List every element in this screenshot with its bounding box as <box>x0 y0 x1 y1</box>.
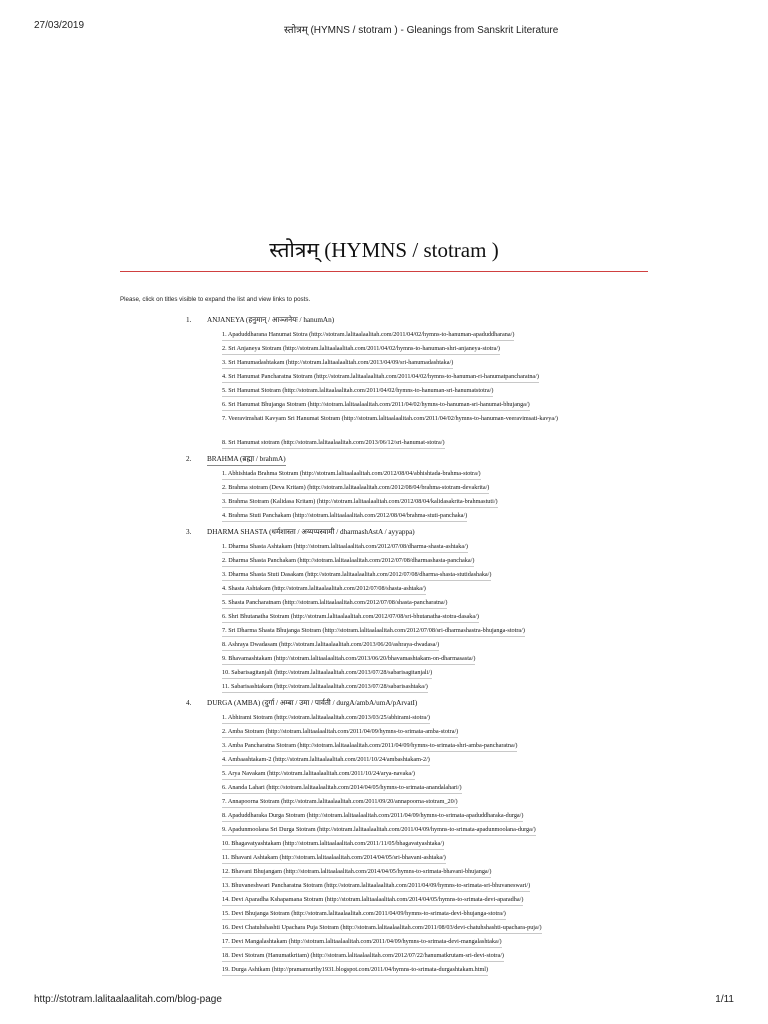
hymn-link[interactable]: 4. Brahma Stuti Panchakam (http://stotram.lalitaalaalitah.com/2012/08/04/brahma-stuti-panchaka/) <box>222 510 467 522</box>
list-item <box>0 740 768 754</box>
section-heading[interactable] <box>0 526 768 538</box>
list-item <box>0 712 768 726</box>
section-number: 1. <box>186 316 192 324</box>
hymn-link[interactable]: 9. Bhavamashtakam (http://stotram.lalitaalaalitah.com/2013/06/20/bhavamashtakam-on-dharmasasta/) <box>222 653 475 665</box>
list-item <box>0 936 768 950</box>
list-item <box>0 852 768 866</box>
hymn-link[interactable]: 3. Brahma Stotram (Kalidasa Kritam) (http://stotram.lalitaalaalitah.com/2012/08/04/kalidasakrita-brahmastuti/) <box>222 496 498 508</box>
page-number: 1/11 <box>715 994 734 1005</box>
print-header <box>34 20 734 36</box>
list-item <box>0 922 768 936</box>
section-number: 4. <box>186 699 192 707</box>
hymn-link[interactable]: 3. Dharma Shasta Stuti Dasakam (http://stotram.lalitaalaalitah.com/2012/07/08/dharma-shasta-stutidashaka/) <box>222 569 491 581</box>
title-divider <box>120 271 648 272</box>
hymn-link[interactable]: 7. Veeravimshati Kavyam Sri Hanumat Stotram (http://stotram.lalitaalaalitah.com/2011/04/02/hymns-to-hanuman-veeravimsati-kavya/) <box>222 415 558 422</box>
list-item <box>0 357 768 371</box>
list-item <box>0 496 768 510</box>
hymn-link[interactable]: 7. Annapoorna Stotram (http://stotram.lalitaalaalitah.com/2011/09/20/annapoorna-stotram_20/) <box>222 796 458 808</box>
list-item <box>0 597 768 611</box>
hymn-link[interactable]: 4. Shasta Ashtakam (http://stotram.lalitaalaalitah.com/2012/07/08/shasta-ashtaka/) <box>222 583 426 595</box>
print-url: http://stotram.lalitaalaalitah.com/blog-page <box>34 994 222 1005</box>
hymn-link[interactable]: 3. Sri Hanumadashtakam (http://stotram.lalitaalaalitah.com/2013/04/09/sri-hanumadashtaka/) <box>222 357 453 369</box>
list-item <box>0 371 768 385</box>
list-item <box>0 880 768 894</box>
print-date: 27/03/2019 <box>34 20 85 31</box>
intro-text: Please, click on titles visible to expand the list and view links to posts. <box>120 296 311 303</box>
list-item <box>0 541 768 555</box>
page-title: स्तोत्रम् (HYMNS / stotram ) <box>269 238 499 262</box>
hymn-link[interactable]: 1. Abhishtada Brahma Stotram (http://stotram.lalitaalaalitah.com/2012/08/04/abhishtada-brahma-stotra/) <box>222 468 481 480</box>
list-item <box>0 964 768 978</box>
section-title-link[interactable]: DHARMA SHASTA (धर्मशास्ता / अय्यप्पस्वामी / dharmashAstA / ayyappa) <box>207 528 415 536</box>
list-item <box>0 413 768 437</box>
print-footer <box>34 994 734 1008</box>
hymn-link[interactable]: 6. Shri Bhutanatha Stotram (http://stotram.lalitaalaalitah.com/2012/07/08/sri-bhutanatha-stotra-dasaka/) <box>222 611 479 623</box>
list-item <box>0 625 768 639</box>
list-item <box>0 768 768 782</box>
list-item <box>0 653 768 667</box>
hymn-link[interactable]: 8. Ashraya Dwadasam (http://stotram.lalitaalaalitah.com/2013/06/20/ashraya-dwadasa/) <box>222 639 439 651</box>
list-item <box>0 667 768 681</box>
hymn-link[interactable]: 1. Apaduddharana Hanumat Stotra (http://stotram.lalitaalaalitah.com/2011/04/02/hymns-to-hanuman-apaduddharana/) <box>222 329 514 341</box>
hymn-link[interactable]: 2. Amba Stotram (http://stotram.lalitaalaalitah.com/2011/04/09/hymns-to-srimata-amba-stotra/) <box>222 726 458 738</box>
hymn-link[interactable]: 8. Apaduddharaka Durga Stotram (http://stotram.lalitaalaalitah.com/2011/04/09/hymns-to-srimata-apaduddharaka-durga/) <box>222 810 523 822</box>
hymn-link[interactable]: 7. Sri Dharma Shasta Bhujanga Stotram (http://stotram.lalitaalaalitah.com/2012/07/08/sri-dharmashastra-bhujanga-stotra/) <box>222 625 525 637</box>
list-item <box>0 838 768 852</box>
list-item <box>0 908 768 922</box>
list-item <box>0 343 768 357</box>
hymn-link[interactable]: 10. Sabarisagitanjali (http://stotram.lalitaalaalitah.com/2013/07/28/sabarisagitanjali/) <box>222 667 432 679</box>
list-item <box>0 569 768 583</box>
list-item <box>0 894 768 908</box>
hymn-link[interactable]: 2. Sri Anjaneya Stotram (http://stotram.lalitaalaalitah.com/2011/04/02/hymns-to-hanuman-shri-anjaneya-stotra/) <box>222 343 500 355</box>
hymn-link[interactable]: 18. Devi Stotram (Hanumatkritam) (http://stotram.lalitaalaalitah.com/2012/07/22/hanumatkrutam-sri-devi-stotra/) <box>222 950 504 962</box>
hymn-link[interactable]: 12. Bhavani Bhujangam (http://stotram.lalitaalaalitah.com/2014/04/05/hymns-to-srimata-bhavani-bhujanga/) <box>222 866 491 878</box>
list-item <box>0 583 768 597</box>
hymn-link[interactable]: 8. Sri Hanumat stotram (http://stotram.lalitaalaalitah.com/2013/06/12/sri-hanumat-stotra/) <box>222 437 445 449</box>
list-item <box>0 866 768 880</box>
hymn-link[interactable]: 5. Sri Hanumat Stotram (http://stotram.lalitaalaalitah.com/2011/04/02/hymns-to-hanuman-sri-hanumatstotra/) <box>222 385 493 397</box>
list-item <box>0 681 768 695</box>
list-item <box>0 437 768 451</box>
list-item <box>0 639 768 653</box>
hymn-link[interactable]: 6. Ananda Lahari (http://stotram.lalitaalaalitah.com/2014/04/05/hymns-to-srimata-anandalahari/) <box>222 782 462 794</box>
hymn-link[interactable]: 15. Devi Bhujanga Stotram (http://stotram.lalitaalaalitah.com/2011/04/09/hymns-to-srimata-devi-bhujanga-stotra/) <box>222 908 506 920</box>
hymn-link[interactable]: 3. Amba Pancharatna Stotram (http://stotram.lalitaalaalitah.com/2011/04/09/hymns-to-srimata-shri-amba-pancharatna/) <box>222 740 517 752</box>
section-number: 2. <box>186 455 192 463</box>
section-title-link[interactable]: BRAHMA (ब्रह्मा / brahmA) <box>207 453 286 466</box>
list-item <box>0 329 768 343</box>
list-item <box>0 468 768 482</box>
hymn-link[interactable]: 5. Shasta Pancharatnam (http://stotram.lalitaalaalitah.com/2012/07/08/shasta-pancharatna/) <box>222 597 447 609</box>
hymn-link[interactable]: 1. Abhirami Stotram (http://stotram.lalitaalaalitah.com/2013/03/25/abhirami-stotra/) <box>222 712 430 724</box>
section-number: 3. <box>186 528 192 536</box>
hymn-link[interactable]: 11. Bhavani Ashtakam (http://stotram.lalitaalaalitah.com/2014/04/05/sri-bhavani-ashtaka/) <box>222 852 446 864</box>
print-title: स्तोत्रम् (HYMNS / stotram ) - Gleanings from Sanskrit Literature <box>284 25 559 36</box>
hymn-link[interactable]: 5. Arya Navakam (http://stotram.lalitaalaalitah.com/2011/10/24/arya-navaka/) <box>222 768 415 780</box>
list-item <box>0 510 768 524</box>
hymn-link[interactable]: 1. Dharma Shasta Ashtakam (http://stotram.lalitaalaalitah.com/2012/07/08/dharma-shasta-ashtaka/) <box>222 541 468 553</box>
hymn-link[interactable]: 11. Sabarisashtakam (http://stotram.lalitaalaalitah.com/2013/07/28/sabarisashtaka/) <box>222 681 428 693</box>
list-item <box>0 810 768 824</box>
list-item <box>0 824 768 838</box>
hymn-link[interactable]: 19. Durga Ashtkam (http://pramamurthy1931.blogspot.com/2011/04/hymns-to-srimata-durgashtakam.html) <box>222 964 488 976</box>
list-item <box>0 555 768 569</box>
hymn-link[interactable]: 10. Bhagavatyashtakam (http://stotram.lalitaalaalitah.com/2011/11/05/bhagavatyashtaka/) <box>222 838 444 850</box>
hymn-list <box>0 312 768 978</box>
list-item <box>0 950 768 964</box>
list-item <box>0 796 768 810</box>
hymn-link[interactable]: 4. Sri Hanumat Pancharatna Stotram (http://stotram.lalitaalaalitah.com/2011/04/02/hymns-to-hanuman-ri-hanumatpancharatna/) <box>222 371 539 383</box>
hymn-link[interactable]: 16. Devi Chatuhshashti Upachara Puja Stotram (http://stotram.lalitaalaalitah.com/2011/08/03/devi-chatuhshashti-upachara-puja/) <box>222 922 542 934</box>
hymn-link[interactable]: 17. Devi Mangalashtakam (http://stotram.lalitaalaalitah.com/2011/04/09/hymns-to-srimata-devi-mangalashtaka/) <box>222 936 502 948</box>
list-item <box>0 782 768 796</box>
list-item <box>0 399 768 413</box>
list-item <box>0 611 768 625</box>
list-item <box>0 482 768 496</box>
hymn-link[interactable]: 14. Devi Aparadha Kshapamana Stotram (http://stotram.lalitaalaalitah.com/2014/04/05/hymns-to-srimata-devi-aparadha/) <box>222 894 523 906</box>
list-item <box>0 726 768 740</box>
hymn-link[interactable]: 4. Ambaashtakam-2 (http://stotram.lalitaalaalitah.com/2011/10/24/ambashtakam-2/) <box>222 754 430 766</box>
list-item <box>0 754 768 768</box>
section-heading[interactable] <box>0 697 768 709</box>
hymn-link[interactable]: 13. Bhuvaneshwari Pancharatna Stotram (http://stotram.lalitaalaalitah.com/2011/04/09/hymns-to-srimata-sri-bhuvaneswari/) <box>222 880 530 892</box>
hymn-link[interactable]: 2. Brahma stotram (Deva Kritam) (http://stotram.lalitaalaalitah.com/2012/08/04/brahma-stotram-devakrita/) <box>222 482 489 494</box>
section-title-link[interactable]: ANJANEYA (हनुमान् / आञ्जनेयः / hanumAn) <box>207 316 335 324</box>
hymn-link[interactable]: 9. Apadunmoolana Sri Durga Stotram (http://stotram.lalitaalaalitah.com/2011/04/09/hymns-to-srimata-apadunmoolana-durga/) <box>222 824 536 836</box>
list-item <box>0 385 768 399</box>
section-heading[interactable] <box>0 453 768 465</box>
section-heading[interactable] <box>0 314 768 326</box>
hymn-link[interactable]: 2. Dharma Shasta Panchakam (http://stotram.lalitaalaalitah.com/2012/07/08/dharmashasta-panchaka/) <box>222 555 474 567</box>
hymn-link[interactable]: 6. Sri Hanumat Bhujanga Stotram (http://stotram.lalitaalaalitah.com/2011/04/02/hymns-to-hanuman-sri-hanumat-bhujanga/) <box>222 399 530 411</box>
section-title-link[interactable]: DURGA (AMBA) (दुर्गा / अम्बा / उमा / पार्वती / durgA/ambA/umA/pArvatI) <box>207 699 418 707</box>
